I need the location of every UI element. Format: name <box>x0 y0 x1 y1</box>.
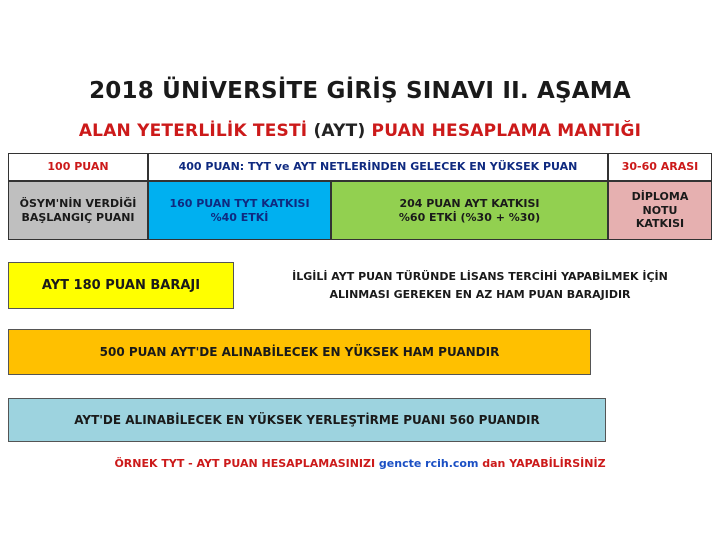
threshold-note-line-1: İLGİLİ AYT PUAN TÜRÜNDE LİSANS TERCİHİ YAPABİLMEK İÇİN <box>292 270 668 283</box>
header-cell-400-puan: 400 PUAN: TYT ve AYT NETLERİNDEN GELECEK EN YÜKSEK PUAN <box>148 153 608 181</box>
page-subtitle <box>0 121 720 141</box>
osym-line-1: ÖSYM'NİN VERDİĞİ <box>19 196 137 210</box>
page-title: 2018 ÜNİVERSİTE GİRİŞ SINAVI II. AŞAMA <box>89 78 631 104</box>
subtitle-part-1: ALAN YETERLİLİK TESTİ <box>78 121 314 141</box>
diploma-contribution-cell <box>608 181 712 240</box>
max-raw-score-band: 500 PUAN AYT'DE ALINABİLECEK EN YÜKSEK HAM PUANDIR <box>8 329 591 375</box>
max-placement-score-band: AYT'DE ALINABİLECEK EN YÜKSEK YERLEŞTİRME PUANI 560 PUANDIR <box>8 398 606 442</box>
footer-prefix: ÖRNEK TYT - AYT PUAN HESAPLAMASINIZI <box>114 457 379 470</box>
subtitle-part-3: PUAN HESAPLAMA MANTIĞI <box>365 121 642 141</box>
ayt-contribution-cell <box>331 181 608 240</box>
tyt-line-1: 160 PUAN TYT KATKISI <box>169 196 310 210</box>
diploma-line-2: NOTU <box>642 203 678 217</box>
subtitle-part-2: (AYT) <box>313 121 366 141</box>
threshold-note-line-2: ALINMASI GEREKEN EN AZ HAM PUAN BARAJIDIR <box>329 288 631 302</box>
footer-suffix: dan YAPABİLİRSİNİZ <box>478 457 606 470</box>
tyt-line-2: %40 ETKİ <box>210 210 269 224</box>
ayt-line-2: %60 ETKİ (%30 + %30) <box>398 210 541 224</box>
tyt-contribution-cell <box>148 181 331 240</box>
osym-base-score-cell <box>8 181 148 240</box>
header-cell-30-60: 30-60 ARASI <box>608 153 712 181</box>
gencercih-link[interactable]: gencte rcih.com <box>378 457 479 470</box>
footer-note <box>0 457 720 470</box>
osym-line-2: BAŞLANGIÇ PUANI <box>21 210 135 224</box>
header-cell-100-puan: 100 PUAN <box>8 153 148 181</box>
ayt-threshold-box: AYT 180 PUAN BARAJI <box>8 262 234 309</box>
threshold-note <box>260 268 700 304</box>
diploma-line-1: DİPLOMA <box>631 189 689 203</box>
diploma-line-3: KATKISI <box>635 217 685 231</box>
ayt-line-1: 204 PUAN AYT KATKISI <box>399 196 540 210</box>
